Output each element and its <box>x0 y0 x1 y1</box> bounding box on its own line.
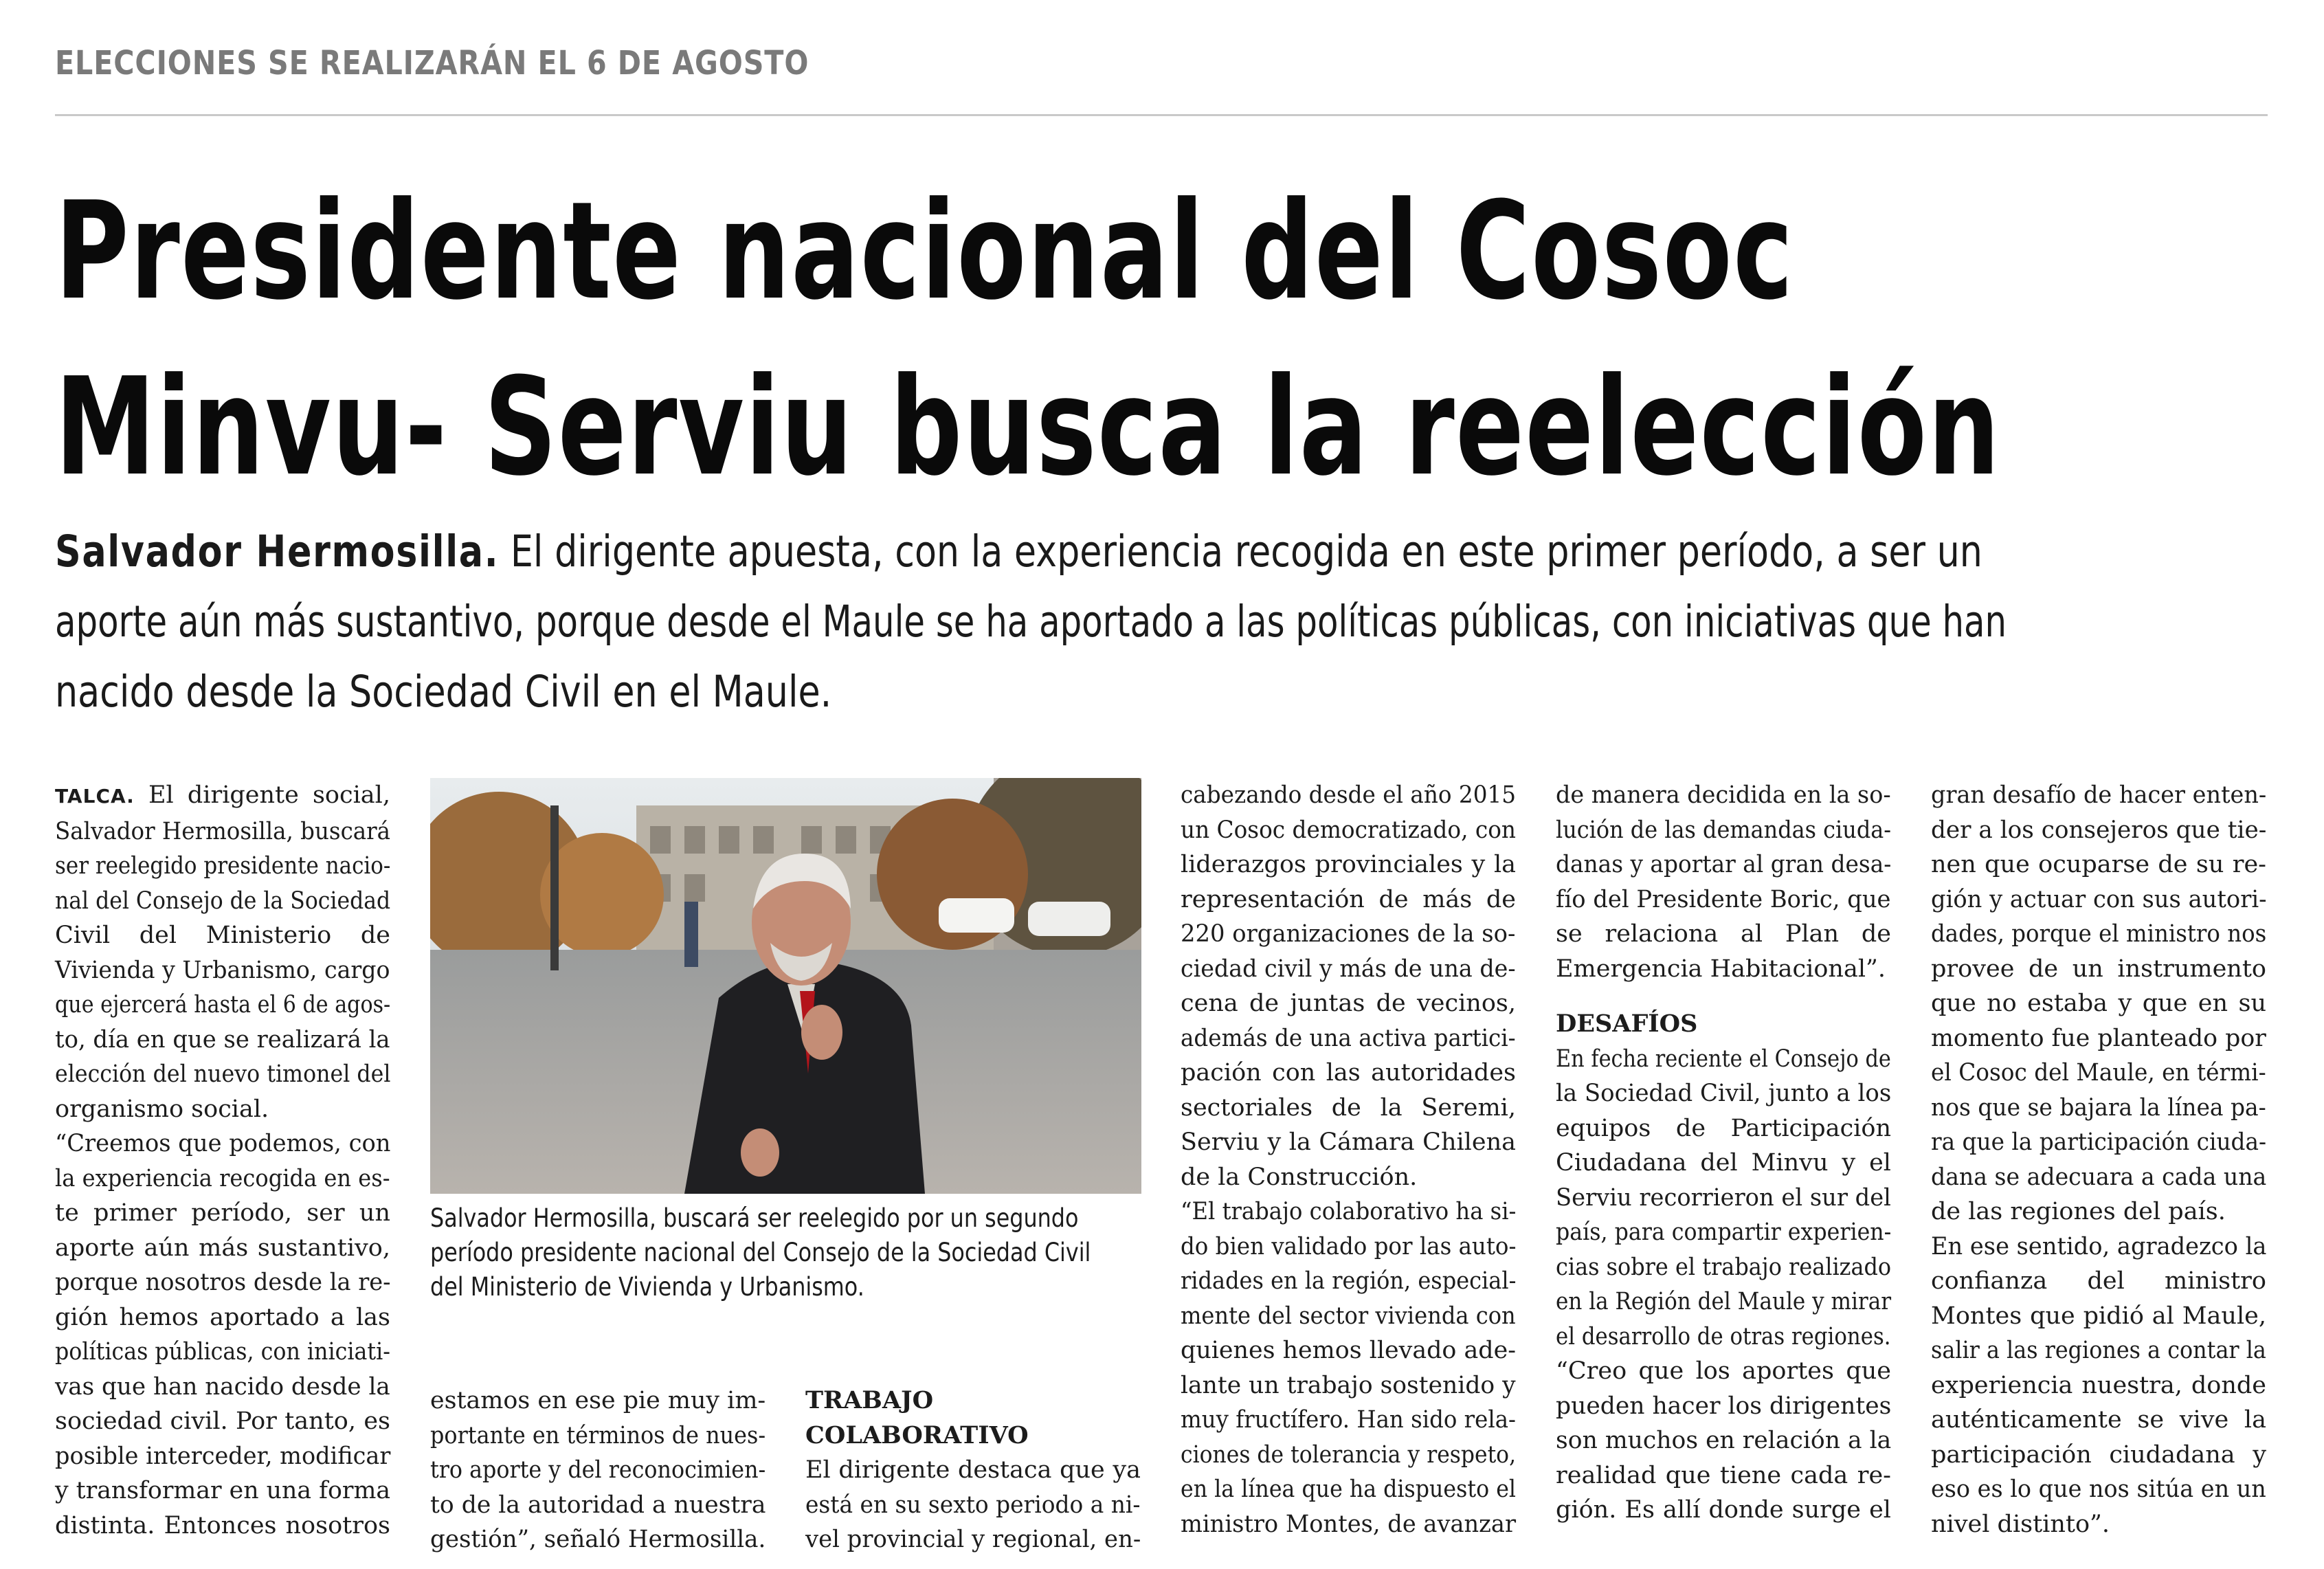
column-line: sociedad civil. Por tanto, es <box>55 1407 390 1435</box>
column-line: 220 organizaciones de la so- <box>1181 920 1516 948</box>
column-line: participación ciudadana y <box>1931 1440 2266 1469</box>
column-line: portante en términos de nues- <box>430 1421 766 1449</box>
column-line: salir a las regiones a contar la <box>1931 1337 2266 1364</box>
dateline: TALCA. <box>55 785 135 808</box>
column-line: organismo social. <box>55 1095 269 1123</box>
column-line: gión y actuar con sus autori- <box>1931 885 2267 913</box>
column-line: gran desafío de hacer enten- <box>1931 781 2267 809</box>
column-line: ridades en la región, especial- <box>1181 1267 1517 1295</box>
column-line: mente del sector vivienda con <box>1181 1302 1516 1330</box>
column-line: la experiencia recogida en es- <box>55 1164 390 1192</box>
column-line: aporte aún más sustantivo, <box>55 1234 390 1262</box>
deck-line-1-text: El dirigente apuesta, con la experiencia recogida en este primer período, a ser un <box>499 526 1982 577</box>
column-line: se relaciona al Plan de <box>1556 920 1891 948</box>
column-line: el desarrollo de otras regiones. <box>1556 1322 1891 1350</box>
column-line: fío del Presidente Boric, que <box>1556 885 1891 913</box>
kicker: ELECCIONES SE REALIZARÁN EL 6 DE AGOSTO <box>55 44 809 82</box>
photo-salvador-hermosilla <box>430 778 1141 1194</box>
column-line: nen que ocuparse de su re- <box>1931 851 2266 878</box>
column-line: posible interceder, modificar <box>55 1442 391 1470</box>
article-column-6 <box>1931 778 2266 1542</box>
column-line <box>55 778 390 814</box>
headline <box>55 164 2309 515</box>
column-line: elección del nuevo timonel del <box>55 1060 391 1088</box>
column-line: porque nosotros desde la re- <box>55 1269 391 1296</box>
column-line: eso es lo que nos sitúa en un <box>1931 1476 2266 1503</box>
column-line-text: El dirigente social, <box>134 781 390 809</box>
section-heading-desafios: DESAFÍOS <box>1556 1010 1698 1038</box>
column-line: el Cosoc del Maule, en térmi- <box>1931 1059 2266 1087</box>
column-line: Salvador Hermosilla, buscará <box>55 817 391 845</box>
column-line: Emergencia Habitacional”. <box>1556 955 1886 983</box>
column-line: do bien validado por las auto- <box>1181 1232 1517 1260</box>
article-column-4 <box>1181 778 1516 1542</box>
column-line: nivel distinto”. <box>1931 1510 2110 1538</box>
column-line: Civil del Ministerio de <box>55 922 390 949</box>
column-line: der a los consejeros que tie- <box>1931 816 2267 844</box>
column-line: cena de juntas de vecinos, <box>1181 990 1516 1017</box>
column-line: experiencia nuestra, donde <box>1931 1371 2266 1399</box>
column-line: en la Región del Maule y mirar <box>1556 1288 1892 1315</box>
column-line: realidad que tiene cada re- <box>1556 1461 1891 1489</box>
column-line: políticas públicas, con iniciati- <box>55 1338 390 1366</box>
section-heading-trabajo-colaborativo: COLABORATIVO <box>805 1421 1029 1449</box>
deck <box>55 517 2268 727</box>
column-line: ciones de tolerancia y respeto, <box>1181 1440 1517 1469</box>
column-line: muy fructífero. Han sido rela- <box>1181 1406 1516 1434</box>
deck-line-3: nacido desde la Sociedad Civil en el Maule. <box>55 667 832 717</box>
column-line: quienes hemos llevado ade- <box>1181 1337 1516 1364</box>
column-line: además de una activa partici- <box>1181 1024 1516 1052</box>
column-line: representación de más de <box>1181 885 1516 913</box>
headline-line-1: Presidente nacional del Cosoc <box>55 173 1794 330</box>
column-line: dades, porque el ministro nos <box>1931 920 2267 948</box>
headline-line-2: Minvu- Serviu busca la reelección <box>55 349 2001 506</box>
column-line: cabezando desde el año 2015 <box>1181 781 1517 809</box>
column-line: nal del Consejo de la Sociedad <box>55 887 391 915</box>
article-column-3 <box>805 1383 1141 1557</box>
column-line: que no estaba y que en su <box>1931 990 2266 1017</box>
column-line: y transformar en una forma <box>55 1477 391 1504</box>
header-rule <box>55 114 2268 116</box>
column-line: ciedad civil y más de una de- <box>1181 955 1516 983</box>
deck-line-1 <box>55 517 1982 587</box>
column-line: nos que se bajara la línea pa- <box>1931 1093 2266 1122</box>
photo-illustration <box>430 778 1141 1194</box>
deck-line-2: aporte aún más sustantivo, porque desde el Maule se ha aportado a las políticas públicas, con iniciativas que han <box>55 597 2007 647</box>
column-line: dana se adecuara a cada una <box>1931 1163 2267 1191</box>
column-line: vas que han nacido desde la <box>55 1372 390 1401</box>
column-line: pueden hacer los dirigentes <box>1556 1392 1892 1420</box>
column-line: gión hemos aportado a las <box>55 1303 390 1331</box>
column-line: En ese sentido, agradezco la <box>1931 1232 2267 1260</box>
column-line: confianza del ministro <box>1931 1267 2266 1295</box>
column-line: Ciudadana del Minvu y el <box>1556 1149 1891 1177</box>
photo-caption <box>430 1201 1145 1304</box>
column-line: de las regiones del país. <box>1931 1198 2226 1225</box>
column-line: de la Construcción. <box>1181 1163 1418 1191</box>
column-line: un Cosoc democratizado, con <box>1181 816 1516 844</box>
column-line: país, para compartir experien- <box>1556 1219 1892 1246</box>
column-line: la Sociedad Civil, junto a los <box>1556 1080 1892 1107</box>
article-column-2 <box>430 1383 766 1557</box>
column-line: to de la autoridad a nuestra <box>430 1491 766 1519</box>
column-line: danas y aportar al gran desa- <box>1556 851 1892 878</box>
column-line: lante un trabajo sostenido y <box>1181 1371 1516 1399</box>
column-line: son muchos en relación a la <box>1556 1427 1892 1454</box>
column-line: está en su sexto periodo a ni- <box>805 1491 1141 1519</box>
column-line: En fecha reciente el Consejo de <box>1556 1045 1891 1073</box>
column-line: vel provincial y regional, en- <box>805 1526 1141 1553</box>
column-line: te primer período, ser un <box>55 1199 390 1227</box>
column-line: Serviu y la Cámara Chilena <box>1181 1128 1516 1156</box>
column-line: “Creo que los aportes que <box>1556 1357 1891 1385</box>
column-line: distinta. Entonces nosotros <box>55 1511 390 1539</box>
column-line: gestión”, señaló Hermosilla. <box>430 1526 766 1553</box>
column-line: tro aporte y del reconocimien- <box>430 1456 766 1484</box>
column-line: Vivienda y Urbanismo, cargo <box>55 956 390 984</box>
column-line: provee de un instrumento <box>1931 955 2266 983</box>
caption-line: del Ministerio de Vivienda y Urbanismo. <box>430 1272 864 1302</box>
article-column-1 <box>55 778 390 1543</box>
column-line: estamos en ese pie muy im- <box>430 1387 766 1414</box>
column-line: de manera decidida en la so- <box>1556 781 1891 809</box>
column-line: momento fue planteado por <box>1931 1024 2266 1052</box>
column-line: lución de las demandas ciuda- <box>1556 816 1892 844</box>
column-line: El dirigente destaca que ya <box>805 1456 1141 1484</box>
column-line: en la línea que ha dispuesto el <box>1181 1476 1517 1503</box>
column-line: auténticamente se vive la <box>1931 1406 2266 1434</box>
column-line: que ejercerá hasta el 6 de agos- <box>55 991 391 1019</box>
column-line: “Creemos que podemos, con <box>55 1130 391 1157</box>
column-line: “El trabajo colaborativo ha si- <box>1181 1198 1517 1225</box>
caption-line: Salvador Hermosilla, buscará ser reelegido por un segundo <box>430 1203 1079 1233</box>
column-line: ministro Montes, de avanzar <box>1181 1510 1517 1538</box>
column-line: Serviu recorrieron el sur del <box>1556 1183 1891 1212</box>
column-line: gión. Es allí donde surge el <box>1556 1496 1891 1524</box>
column-line: pación con las autoridades <box>1181 1059 1516 1087</box>
column-line: Montes que pidió al Maule, <box>1931 1302 2266 1330</box>
column-line: cias sobre el trabajo realizado <box>1556 1253 1892 1281</box>
deck-name: Salvador Hermosilla. <box>55 526 500 577</box>
section-heading-trabajo-colaborativo: TRABAJO <box>805 1386 934 1414</box>
column-line: ra que la participación ciuda- <box>1931 1128 2267 1156</box>
column-line: equipos de Participación <box>1556 1114 1891 1142</box>
column-line: liderazgos provinciales y la <box>1181 851 1516 878</box>
column-line: sectoriales de la Seremi, <box>1181 1093 1516 1122</box>
column-line: to, día en que se realizará la <box>55 1025 390 1054</box>
article-column-5 <box>1556 778 1891 1528</box>
caption-line: período presidente nacional del Consejo de la Sociedad Civil <box>430 1238 1091 1267</box>
column-line: ser reelegido presidente nacio- <box>55 852 391 880</box>
